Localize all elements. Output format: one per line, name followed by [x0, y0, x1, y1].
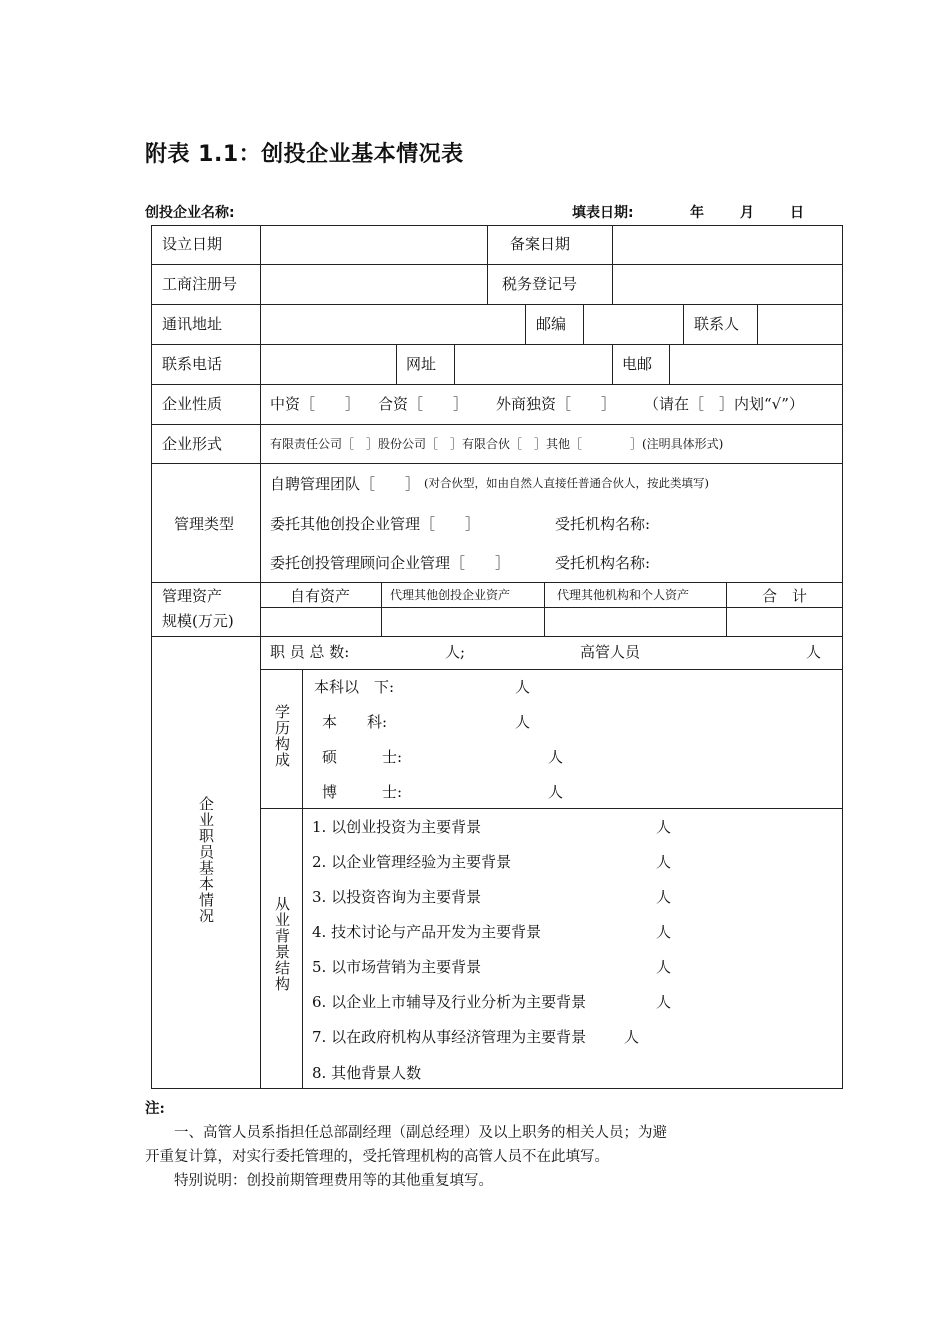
- nature-option-chinese[interactable]: 中资［ ］: [270, 395, 361, 413]
- senior-staff-label: 高管人员: [580, 643, 641, 661]
- assets-col-own: 自有资产: [290, 587, 351, 605]
- assets-col-total: 合 计: [762, 587, 808, 605]
- day-label: 日: [790, 205, 804, 221]
- company-name-label: 创投企业名称:: [145, 205, 235, 221]
- bg-item-7-unit: 人: [624, 1028, 640, 1046]
- form-options[interactable]: 有限责任公司［ ］股份公司［ ］有限合伙［ ］其他［ ］(注明具体形式): [270, 437, 724, 451]
- address-label: 通讯地址: [162, 315, 223, 333]
- reg-no-label: 工商注册号: [162, 275, 238, 293]
- assets-col-other-vc: 代理其他创投企业资产: [390, 588, 511, 602]
- notes-label: 注:: [145, 1100, 165, 1117]
- staff-section-label: 企业职员基本情况: [197, 796, 215, 924]
- edu-bachelor-unit: 人: [515, 713, 531, 731]
- bg-item-8: 8. 其他背景人数: [312, 1064, 422, 1082]
- bg-item-3: 3. 以投资咨询为主要背景: [312, 888, 482, 906]
- background-label: 从业背景结构: [273, 896, 291, 992]
- tax-no-label: 税务登记号: [502, 275, 578, 293]
- phone-label: 联系电话: [162, 355, 223, 373]
- bg-item-5: 5. 以市场营销为主要背景: [312, 958, 482, 976]
- bg-item-7: 7. 以在政府机构从事经济管理为主要背景: [312, 1028, 587, 1046]
- staff-total-label: 职 员 总 数:: [270, 643, 350, 661]
- mgmt-option-self[interactable]: 自聘管理团队［ ］: [270, 475, 421, 493]
- mgmt-option-self-note: (对合伙型，如由自然人直接任普通合伙人，按此类填写): [424, 476, 709, 490]
- email-label: 电邮: [622, 355, 653, 373]
- bg-item-6-unit: 人: [656, 993, 672, 1011]
- entrusted-name-label-2: 受托机构名称:: [555, 554, 651, 572]
- fill-date-label: 填表日期:: [572, 205, 634, 221]
- month-label: 月: [740, 205, 754, 221]
- mgmt-option-consultant[interactable]: 委托创投管理顾问企业管理［ ］: [270, 554, 511, 572]
- bg-item-5-unit: 人: [656, 958, 672, 976]
- year-label: 年: [690, 205, 704, 221]
- mgmt-option-other-vc[interactable]: 委托其他创投企业管理［ ］: [270, 515, 481, 533]
- notes-line-1: 一、高管人员系指担任总部副经理（副总经理）及以上职务的相关人员；为避: [174, 1125, 667, 1141]
- record-date-label: 备案日期: [510, 235, 571, 253]
- setup-date-label: 设立日期: [162, 235, 223, 253]
- edu-below-bachelor: 本科以 下:: [314, 678, 395, 696]
- nature-option-joint[interactable]: 合资［ ］: [378, 395, 469, 413]
- contact-label: 联系人: [694, 315, 740, 333]
- form-label: 企业形式: [162, 435, 223, 453]
- senior-staff-unit: 人: [806, 643, 822, 661]
- assets-col-other-inst: 代理其他机构和个人资产: [557, 588, 690, 602]
- mgmt-type-label: 管理类型: [174, 515, 235, 533]
- nature-label: 企业性质: [162, 395, 223, 413]
- edu-master: 硕 士:: [322, 748, 403, 766]
- bg-item-4: 4. 技术讨论与产品开发为主要背景: [312, 923, 542, 941]
- edu-bachelor: 本 科:: [322, 713, 388, 731]
- nature-option-foreign[interactable]: 外商独资［ ］: [496, 395, 617, 413]
- bg-item-3-unit: 人: [656, 888, 672, 906]
- entrusted-name-label-1: 受托机构名称:: [555, 515, 651, 533]
- edu-doctor-unit: 人: [548, 783, 564, 801]
- page-title: 附表 1.1：创投企业基本情况表: [145, 142, 464, 167]
- bg-item-1-unit: 人: [656, 818, 672, 836]
- edu-doctor: 博 士:: [322, 783, 403, 801]
- nature-instruction: （请在［ ］内划“√”）: [644, 395, 804, 413]
- bg-item-1: 1. 以创业投资为主要背景: [312, 818, 482, 836]
- postcode-label: 邮编: [536, 315, 567, 333]
- bg-item-2-unit: 人: [656, 853, 672, 871]
- edu-master-unit: 人: [548, 748, 564, 766]
- assets-label-line1: 管理资产: [162, 587, 223, 605]
- website-label: 网址: [406, 355, 437, 373]
- edu-below-bachelor-unit: 人: [515, 678, 531, 696]
- staff-total-unit: 人;: [445, 643, 466, 661]
- bg-item-6: 6. 以企业上市辅导及行业分析为主要背景: [312, 993, 587, 1011]
- notes-line-3: 特别说明：创投前期管理费用等的其他重复填写。: [174, 1173, 493, 1189]
- bg-item-2: 2. 以企业管理经验为主要背景: [312, 853, 512, 871]
- notes-line-2: 开重复计算，对实行委托管理的，受托管理机构的高管人员不在此填写。: [145, 1149, 609, 1165]
- education-label: 学历构成: [273, 704, 291, 768]
- bg-item-4-unit: 人: [656, 923, 672, 941]
- assets-label-line2: 规模(万元): [162, 612, 234, 630]
